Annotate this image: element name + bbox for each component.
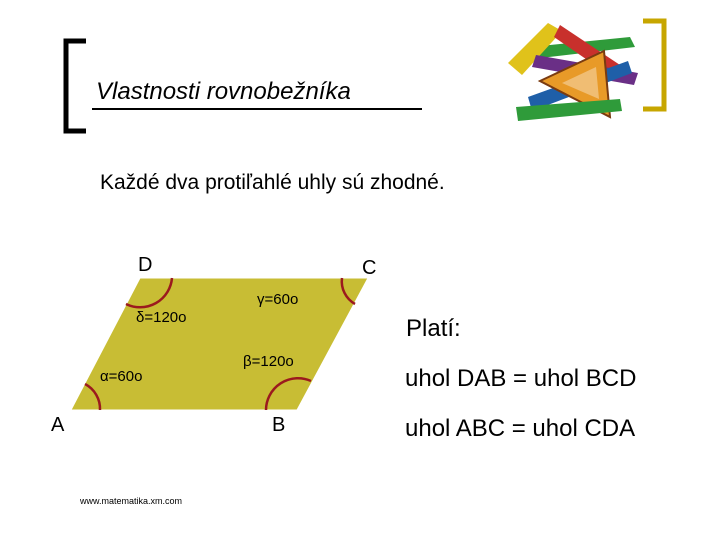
conclusion-heading: Platí: [406, 315, 461, 342]
conclusion-line-1: uhol DAB = uhol BCD [405, 365, 637, 392]
vertex-label-c: C [362, 257, 377, 279]
angle-label-delta: δ=120o [136, 309, 187, 326]
vertex-label-b: B [272, 414, 286, 436]
parallelogram-shape [71, 278, 368, 410]
vertex-label-a: A [51, 414, 65, 436]
conclusion-line-2: uhol ABC = uhol CDA [405, 415, 636, 442]
angle-label-gamma: γ=60o [257, 291, 299, 308]
page-title: Vlastnosti rovnobežníka [96, 78, 351, 105]
statement-text: Každé dva protiľahlé uhly sú zhodné. [100, 171, 445, 194]
vertex-label-d: D [138, 254, 153, 276]
source-url: www.matematika.xm.com [80, 496, 183, 506]
angle-label-beta: β=120o [243, 353, 294, 370]
angle-label-alpha: α=60o [100, 368, 143, 385]
